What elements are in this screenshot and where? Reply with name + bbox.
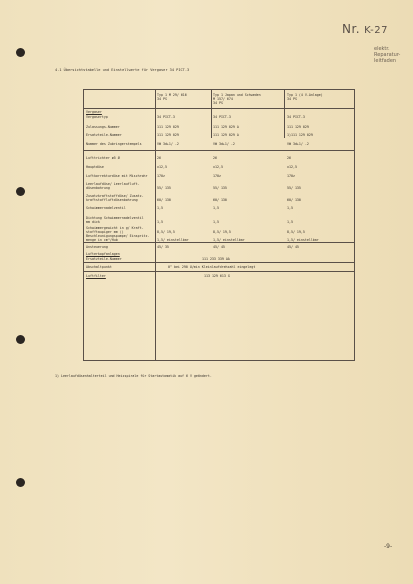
row-value: 1,5 bbox=[287, 220, 293, 224]
row-value: 34 PICT-3 bbox=[157, 115, 175, 119]
binder-hole bbox=[16, 335, 25, 344]
row-value: 34 PICT-3 bbox=[287, 115, 305, 119]
row-value: 111 129 029 bbox=[157, 125, 179, 129]
binder-hole bbox=[16, 478, 25, 487]
column-divider bbox=[155, 90, 156, 360]
row-value: 111 129 029 bbox=[157, 133, 179, 137]
column-header-line: Typ 1 Japan und Schweden bbox=[213, 93, 261, 97]
row-value: 170z bbox=[213, 174, 221, 178]
row-label: Schwimmernadelventil bbox=[86, 206, 126, 210]
row-value: 8,5/ 19,5 bbox=[213, 230, 231, 234]
document-number bbox=[342, 22, 388, 36]
column-header bbox=[213, 93, 261, 105]
row-value: 45/ 45 bbox=[287, 245, 299, 249]
row-divider bbox=[84, 108, 354, 109]
document-number-value: K-27 bbox=[364, 25, 388, 36]
column-divider bbox=[211, 90, 212, 138]
row-divider bbox=[84, 150, 354, 151]
row-value: 1,5 bbox=[157, 220, 163, 224]
row-value: 45/ 45 bbox=[213, 245, 225, 249]
row-label: Lufttrichter ø5 Ø bbox=[86, 156, 120, 160]
row-label: Ersatzteile-Nummer bbox=[86, 257, 122, 261]
row-value: 26 bbox=[157, 156, 161, 160]
row-value: 1,5 bbox=[287, 206, 293, 210]
row-value: 0° bei 290 U/min Kleinlaufdrehzahl eingelegt bbox=[168, 265, 256, 269]
row-value: 55/ 135 bbox=[157, 186, 171, 190]
row-label-line: Schwimmergewicht in g/ Kraft- bbox=[86, 226, 144, 230]
row-label-line: Zusatzkraftstoffdüse/ Zusatz- bbox=[86, 194, 144, 198]
row-value: 1,5 bbox=[213, 206, 219, 210]
row-value: 55/ 135 bbox=[213, 186, 227, 190]
row-value: 1,5 bbox=[213, 220, 219, 224]
row-value: 1,5/ einstellbar bbox=[157, 238, 189, 242]
section-heading: Vergaser bbox=[86, 110, 102, 114]
row-label bbox=[86, 216, 144, 224]
row-label bbox=[86, 234, 150, 242]
row-label: Luftkorrekturdüse mit Mischrohr bbox=[86, 174, 148, 178]
side-note bbox=[374, 46, 412, 64]
side-note-line: leitfaden bbox=[374, 58, 397, 64]
column-header-line: 34 PS bbox=[213, 101, 223, 105]
row-value: 60/ 130 bbox=[157, 198, 171, 202]
column-header-line: Typ 1 M 29/ 616 bbox=[157, 93, 187, 97]
row-label-line: Beschleunigungspumpe/ Einspritz- bbox=[86, 234, 150, 238]
binder-hole bbox=[16, 187, 25, 196]
row-label bbox=[86, 226, 144, 234]
carburetor-table bbox=[83, 89, 355, 361]
side-note-line: Reparatur- bbox=[374, 52, 401, 58]
row-label: Ansteuerung bbox=[86, 245, 108, 249]
row-value: 111 129 029 A bbox=[213, 133, 239, 137]
column-header-line: 34 PS bbox=[287, 97, 297, 101]
row-label-line: kraftstoffluftdüsenbohrung bbox=[86, 198, 138, 202]
page-number: -9- bbox=[384, 543, 393, 550]
row-value: 60/ 130 bbox=[213, 198, 227, 202]
row-label: Vergasertyp bbox=[86, 115, 108, 119]
row-value: 111 233 339 AA bbox=[202, 257, 230, 261]
row-value: 1)111 129 029 bbox=[287, 133, 313, 137]
row-label: Abschaltpunkt bbox=[86, 265, 112, 269]
row-label: Ersatzteile-Nummer bbox=[86, 133, 122, 137]
row-value: 113 129 613 G bbox=[204, 274, 230, 278]
row-value: 26 bbox=[287, 156, 291, 160]
side-note-line: elektr. bbox=[374, 46, 390, 52]
row-value: 170z bbox=[157, 174, 165, 178]
row-value: 111 129 029 A bbox=[213, 125, 239, 129]
row-value: 111 129 029 bbox=[287, 125, 309, 129]
row-label: Hauptdüse bbox=[86, 165, 104, 169]
row-value: VW 3d+1/ -2 bbox=[287, 142, 309, 146]
row-value: x12,5 bbox=[213, 165, 223, 169]
document-number-label: Nr. bbox=[342, 22, 361, 36]
column-header bbox=[287, 93, 323, 101]
row-label: Zulassungs-Nummer bbox=[86, 125, 120, 129]
row-label bbox=[86, 182, 140, 190]
row-value: 8,5/ 19,5 bbox=[287, 230, 305, 234]
row-label: Nummer des Zubringerstempels bbox=[86, 142, 142, 146]
column-header-line: 34 PS bbox=[157, 97, 167, 101]
row-label bbox=[86, 194, 144, 202]
row-value: x12,5 bbox=[157, 165, 167, 169]
footnote: 1) Leerlaufdüsenhalterteil und Heizspirale für Startautomatik auf 6 V geändert. bbox=[55, 374, 212, 378]
row-divider bbox=[84, 271, 354, 272]
column-divider bbox=[284, 90, 285, 138]
section-title: 4.1 Übersichtstabelle und Einstellwerte für Vergaser 34 PICT-3 bbox=[55, 68, 190, 72]
row-value: 1,5/ einstellbar bbox=[287, 238, 319, 242]
row-value: x12,5 bbox=[287, 165, 297, 169]
row-value: 1,5 bbox=[157, 206, 163, 210]
row-value: 34 PICT-3 bbox=[213, 115, 231, 119]
row-value: 8,5/ 19,5 bbox=[157, 230, 175, 234]
row-divider bbox=[84, 242, 354, 243]
row-divider bbox=[84, 262, 354, 263]
row-label-line: düsenbohrung bbox=[86, 186, 110, 190]
column-header-line: M 157/ 674 bbox=[213, 97, 233, 101]
row-label: Luftfilter bbox=[86, 274, 106, 278]
row-value: 170z bbox=[287, 174, 295, 178]
section-heading: Lufterkopfanlagen bbox=[86, 252, 120, 256]
row-value: VW 3d+1/ -2 bbox=[213, 142, 235, 146]
row-label-line: Leerlaufdüse/ Leerlaufluft- bbox=[86, 182, 140, 186]
row-label-line: menge in cm³/Hub bbox=[86, 238, 118, 242]
row-value: 1,5/ einstellbar bbox=[213, 238, 245, 242]
row-value: VW 3d+1/ -2 bbox=[157, 142, 179, 146]
column-header-line: Typ 1 (4 V-Anlage) bbox=[287, 93, 323, 97]
row-label-line: stofftaupiger mm () bbox=[86, 230, 124, 234]
row-value: 55/ 135 bbox=[287, 186, 301, 190]
row-label-line: mm dick bbox=[86, 220, 100, 224]
row-value: 45/ 35 bbox=[157, 245, 169, 249]
row-label-line: Dichtung Schwimmernadelventil bbox=[86, 216, 144, 220]
row-value: 60/ 130 bbox=[287, 198, 301, 202]
binder-hole bbox=[16, 48, 25, 57]
row-value: 26 bbox=[213, 156, 217, 160]
column-header bbox=[157, 93, 187, 101]
